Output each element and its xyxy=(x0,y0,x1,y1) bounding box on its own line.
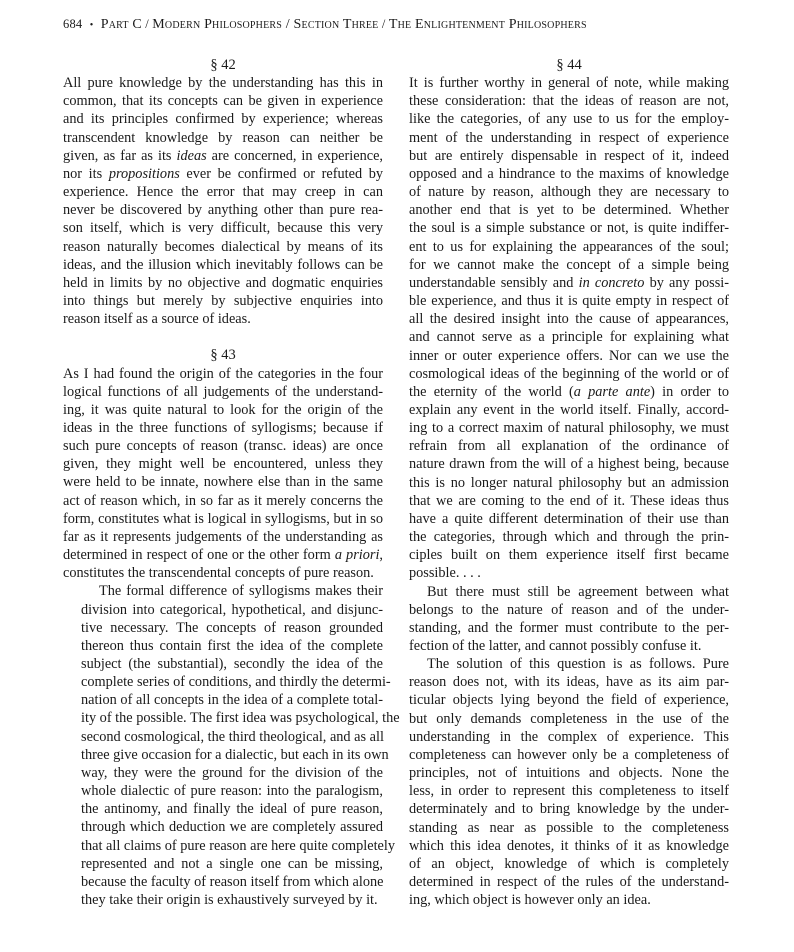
section-heading-42: § 42 xyxy=(210,57,236,73)
section-heading-44: § 44 xyxy=(556,57,582,73)
paragraph-s44-1: It is further worthy in general of note, while making these consideration: that the ideas of reason are not, like the categories, of any use to us for the employ- ment of the understanding in respect of experience but are entirely dispensable in respect of it, indeed opposed and a hindrance to the maxims of knowledge of nature by reason, although they are necessary to another end that is yet to be determined. Whether the soul is a simple substance or not, is quite indiffer- ent to us for explaining the appearances of the soul; for we cannot make the concept of a simple being understandable sensibly and in concreto by any possi- ble experience, and thus it is quite empty in respect of all the desired insight into the cause of appearances, and cannot serve as a principle for explaining what inner or outer experience offers. Nor can we use the cosmological ideas of the beginning of the world or of the eternity of the world (a parte ante) in order to explain any event in the world itself. Finally, accord- ing to a correct maxim of natural philosophy, we must refrain from all explanation of the ordinance of nature drawn from the will of a highest being, because this is no longer natural philosophy but an admission that we are coming to the end of it. These ideas thus have a quite different determination of their use than the categories, through which and through the prin- ciples built on them experience itself first became possible. . . . xyxy=(409,75,730,582)
page-number: 684 xyxy=(63,17,83,31)
left-column xyxy=(63,56,400,909)
paragraph-s44-3: The solution of this question is as follows. Pure reason does not, with its ideas, have as its aim par- ticular objects lying beyond the field of experience, but only demands completeness in the use of the understanding in the complex of experience. This completeness can however only be a completeness of principles, not of intuitions and objects. None the less, in order to represent this completeness to itself determinately and to bring knowledge by the under- standing as near as possible to the completeness which this idea denotes, it thinks of it as knowledge of an object, knowledge of which is completely determined in respect of the rules of the understand- ing, which object is however only an idea. xyxy=(409,656,729,909)
right-column xyxy=(409,56,729,909)
running-head: 684 • Part C / Modern Philosophers / Section Three / The Enlightenment Philosophers xyxy=(63,17,587,32)
chapter-label: The Enlightenment Philosophers xyxy=(388,17,587,32)
paragraph-s44-2: But there must still be agreement between what belongs to the nature of reason and of the under- standing, and the former must contribute to the per- fection of the latter, and cannot possibly confuse it. xyxy=(409,583,729,654)
section-label: Modern Philosophers / Section Three xyxy=(152,17,379,32)
section-heading-43: § 43 xyxy=(210,347,236,364)
part-label: Part C xyxy=(100,17,142,32)
paragraph-s43-2: The formal difference of syllogisms makes their division into categorical, hypothetical, and disjunc- tive necessary. The concepts of reason grounded thereon thus contain first the idea of the complete subject (the substantial), secondly the idea of the complete series of conditions, and thirdly the determi- nation of all concepts in the idea of a complete total- ity of the possible. The first idea was psychological, the second cosmological, the third theological, and as all three give occasion for a dialectic, but each in its own way, they were the ground for the division of the whole dialectic of pure reason: into the paralogism, the antinomy, and finally the ideal of pure reason, through which deduction we are completely assured that all claims of pure reason are here quite completely represented and not a single one can be missing, because the faculty of reason itself from which alone they take their origin is exhaustively surveyed by it. xyxy=(81,583,400,909)
paragraph-s42: All pure knowledge by the understanding has this in common, that its concepts can be given in experience and its principles confirmed by experience; whereas transcendent knowledge by reason can neither be given, as far as its ideas are concerned, in experience, nor its propositions ever be confirmed or refuted by experience. Hence the error that may creep in can never be discovered by anything other than pure rea- son itself, which is very difficult, because this very reason naturally becomes dialectical by means of its ideas, and the illusion which inevitably follows can be held in limits by no objective and dogmatic enquiries into things but merely by subjective enquiries into reason itself as a source of ideas. xyxy=(63,75,384,328)
separator-bullet: • xyxy=(89,20,94,31)
paragraph-s43-1: As I had found the origin of the categories in the four logical functions of all judgements of the understand- ing, it was quite natural to look for the origin of the ideas in the three functions of syllogisms; because if such pure concepts of reason (transc. ideas) are once given, they might well be encountered, unless they were held to be innate, nowhere else than in the same act of reason which, in so far as it merely concerns the form, constitutes what is logical in syllogisms, but in so far as it represents judgements of the understanding as determined in respect of one or the other form a priori, constitutes the transcendental concepts of pure reason. xyxy=(63,365,383,582)
